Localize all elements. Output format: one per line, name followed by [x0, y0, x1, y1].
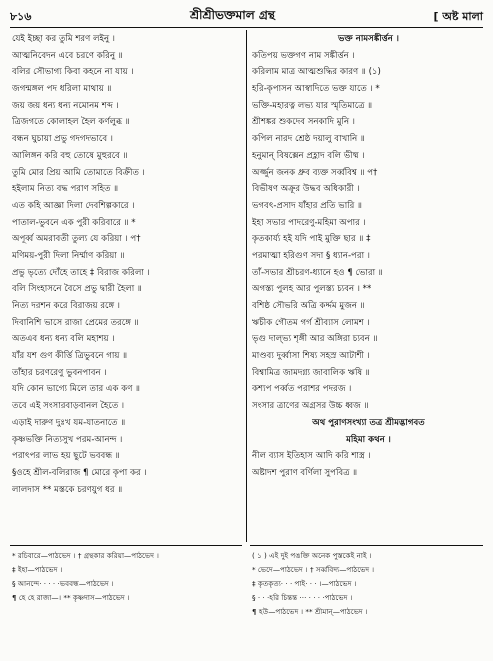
section-subheading: মহিমা কথন । — [346, 434, 391, 445]
footnote: ‡ ইহা—পাঠভেদ । — [12, 565, 63, 574]
verse-line: যাঁর যশ গুণ কীর্ত্তি ত্রিভুবনে গায় ॥ — [12, 351, 128, 362]
verse-line: মণিময়-পুরী দিলা নির্ম্মাণ করিয়া ॥ — [12, 250, 125, 261]
verse-line: হরি-কৃপাসন আস্বাদিতে ভক্ত যাতে । * — [252, 84, 380, 95]
verse-line: বিভীষণ অক্রূর উদ্ধব অধিকারী । — [252, 184, 360, 195]
verse-line: হনুমান্ বিষক্সেন প্রহ্লাদ বলি ভীষ্ম । — [252, 150, 365, 161]
verse-line: যদি কোন ভাগ্যে মিলে তার এক কণ ॥ — [12, 384, 141, 395]
page-number: ৮১৬ — [10, 9, 32, 23]
footnote: ( ১ ) এই দুই পঙক্তি অনেক পুস্তকেই নাই । — [252, 551, 372, 560]
verse-line: এড়াই দারুণ দুঃখ যম-যাতনাতে ॥ — [12, 417, 126, 428]
verse-line: কতিপয় ভক্তগণ নাম সঙ্কীর্ত্তন । — [252, 50, 355, 61]
verse-line: হইলাম নিত্য বদ্ধ পরাণ সহিত ॥ — [12, 184, 119, 195]
verse-line: কপিল নারদ শ্রেষ্ঠ দয়ালু বাখানি ॥ — [252, 134, 365, 145]
verse-line: সংসার ত্রাণের অগ্রসর উচ্চ ধ্বজ ॥ — [252, 401, 369, 412]
verse-line: জগন্মঙ্গল পদ ধরিলা মাথায় ॥ — [12, 84, 112, 95]
right-column — [252, 31, 485, 482]
verse-line: আত্মনিবেদন এবে চরণে করিনু ॥ — [12, 50, 123, 61]
verse-line: ভৃগু দাল্ভ্য শৃঙ্গী আর অঙ্গিরা চ্যবন ॥ — [252, 334, 378, 345]
verse-line: পাতাল-ভুবনে এক পুরী করিবারে ॥ * — [12, 217, 136, 228]
footnote: ¶ হে হে রাজা—। ** কৃষ্ণদাস—পাঠভেদ । — [12, 593, 130, 602]
page-header — [10, 8, 483, 26]
footnote-rule-right — [250, 545, 483, 546]
column-divider — [246, 30, 247, 542]
verse-line: লালদাস ** মস্তকে চরণযুগ ধর ॥ — [12, 484, 123, 495]
footnotes-right — [252, 549, 485, 619]
book-title: শ্রীশ্রীভক্তমাল গ্রন্থ — [190, 8, 275, 22]
footnote: * রচিবারে—পাঠভেদ । † গ্রন্থকার করিয়া—পাঠভেদ । — [12, 551, 159, 560]
verse-line: অতএব ধন্য ধন্য বলি মহাশয় । — [12, 334, 115, 345]
verse-line: তাঁহার চরণরেণু ভুবনপাবন । — [12, 367, 107, 378]
verse-line: করিলাম মাত্র আত্মশুদ্ধির কারণ ॥ (১) — [252, 67, 381, 78]
verse-line: জয় জয় ধন্য ধন্য নমোনম শব্দ । — [12, 100, 119, 111]
verse-line: ইহা সভার পাদরেণু-মহিমা অপার । — [252, 217, 366, 228]
verse-line: পরমাত্মা হরিগুণ সদা § ধ্যান-পরা । — [252, 250, 370, 261]
verse-line: প্রভু ভৃত্যে দোঁহে তাহে ‡ বিরাজ করিলা । — [12, 267, 150, 278]
footnote: ‡ কৃতকৃত্য· · · পাই· · · ।—পাঠভেদ । — [252, 579, 357, 588]
footnote: ¶ হউ—পাঠভেদ । ** শ্রীমান্—পাঠভেদ । — [252, 607, 368, 616]
verse-line: তুমি মোর প্রিয় আমি তোমাতে বিক্রীত । — [12, 167, 145, 178]
verse-line: কশ্যপ পর্ব্বত পরাশর পদরজ । — [252, 384, 352, 395]
verse-line: ঋচীক গৌতম গর্গ শ্রীব্যাস লোমশ । — [252, 317, 370, 328]
verse-line: নিত্য দরশন করে বিরাজয় রঙ্গে । — [12, 301, 120, 311]
section-subheading: অথ পুরাণসংখ্যা তত্র শ্রীমদ্ভাগবত — [312, 417, 425, 428]
verse-line: অর্জ্জুন জনক ধ্রুব ব্যক্ত সর্ব্ববিশ্ব ॥ প† — [252, 167, 378, 178]
verse-line: অষ্টাদশ পুরাণ বর্ণিলা সুপবিত্র ॥ — [252, 467, 358, 478]
section-heading: ভক্ত নামসঙ্কীর্ত্তন । — [338, 34, 399, 44]
verse-line: বলির সৌভাগ্য কিবা কহনে না যায় । — [12, 67, 134, 78]
verse-line: কৃতকার্য্য হই যদি পাই মুক্তি ছার ॥ ‡ — [252, 234, 371, 245]
left-column — [12, 31, 242, 498]
verse-line: বশিষ্ঠ সৌভরি অত্রি কর্দ্দম মুজন ॥ — [252, 301, 365, 311]
section-label: [ অষ্ট মালা — [433, 9, 483, 23]
verse-line: পরাৎপর লাভ হয় ছুটে ভববন্ধ ॥ — [12, 451, 120, 462]
verse-line: কৃষ্ণভক্তি নিত্যসুখ পরম-আনন্দ । — [12, 434, 123, 445]
verse-line: আলিঙ্গন করি বহু তোষে মুহুরবে ॥ — [12, 150, 128, 161]
verse-line: দিবানিশি ভাসে রাজা প্রেমের তরঙ্গে ॥ — [12, 317, 139, 328]
verse-line: ভক্তি-মহারত্ন লভ্য যার স্মৃতিমাত্রে ॥ — [252, 100, 373, 111]
verse-line: যেই ইচ্ছা কর তুমি শরণ লইনু । — [12, 34, 115, 44]
verse-line: বলি সিংহাসনে বৈসে প্রভু দ্বারী হৈলা ॥ — [12, 284, 142, 295]
verse-line: অগস্ত্য পুলহ আর পুলস্ত্য চ্যবন । ** — [252, 284, 372, 295]
footnote: * ভেদে—পাঠভেদ । † সর্ব্ববিদ্য—পাঠভেদ । — [252, 565, 375, 574]
verse-line: এত কহি আজ্ঞা দিলা দেবশিল্পকারে । — [12, 200, 135, 211]
verse-line: নীল ব্যাস ইতিহাস আদি করি শাস্ত্র । — [252, 451, 371, 462]
verse-line: তবে এই সংসারবাড়বানল হৈতে । — [12, 401, 125, 412]
verse-line: তাঁ-সভার শ্রীচরণ-ধ্যানে হও ¶ ভোরা ॥ — [252, 267, 383, 278]
verse-line: মাণ্ডব্য দুর্ব্বাসা শিষ্য সহস্র আটাশী । — [252, 351, 370, 362]
footnote: § আনন্দে· · · · ·ভববন্ধ—পাঠভেদ । — [12, 579, 114, 588]
verse-line: বিশ্বামিত্র জামদগ্ন্য জাবালিক ঋষি ॥ — [252, 367, 370, 378]
verse-line: ভগবৎ-প্রসাদ যাঁহার প্রতি ভারি ॥ — [252, 200, 362, 211]
footnote: § · · ·হরি চিন্তন্ত ··· · · · ·পাঠভেদ । — [252, 593, 353, 602]
verse-line: ত্রিজগতে কোলাহল হৈল কর্ণলুব্ধ ॥ — [12, 117, 130, 128]
verse-line: শ্রীশঙ্কর শুকদেব সনকাদি মুনি । — [252, 117, 355, 128]
verse-line: বন্ধন ঘুচায়া প্রভু গদগদভাবে । — [12, 134, 113, 145]
footnotes-left — [12, 549, 242, 605]
footnote-rule-left — [10, 545, 242, 546]
header-rule — [10, 27, 483, 28]
verse-line: অপূর্ব্ব অমরাবতী তুল্য যে করিয়া । প† — [12, 234, 141, 245]
verse-line: §ওহে শ্রীল-বলিরাজ ¶ মোরে কৃপা কর । — [12, 467, 147, 478]
